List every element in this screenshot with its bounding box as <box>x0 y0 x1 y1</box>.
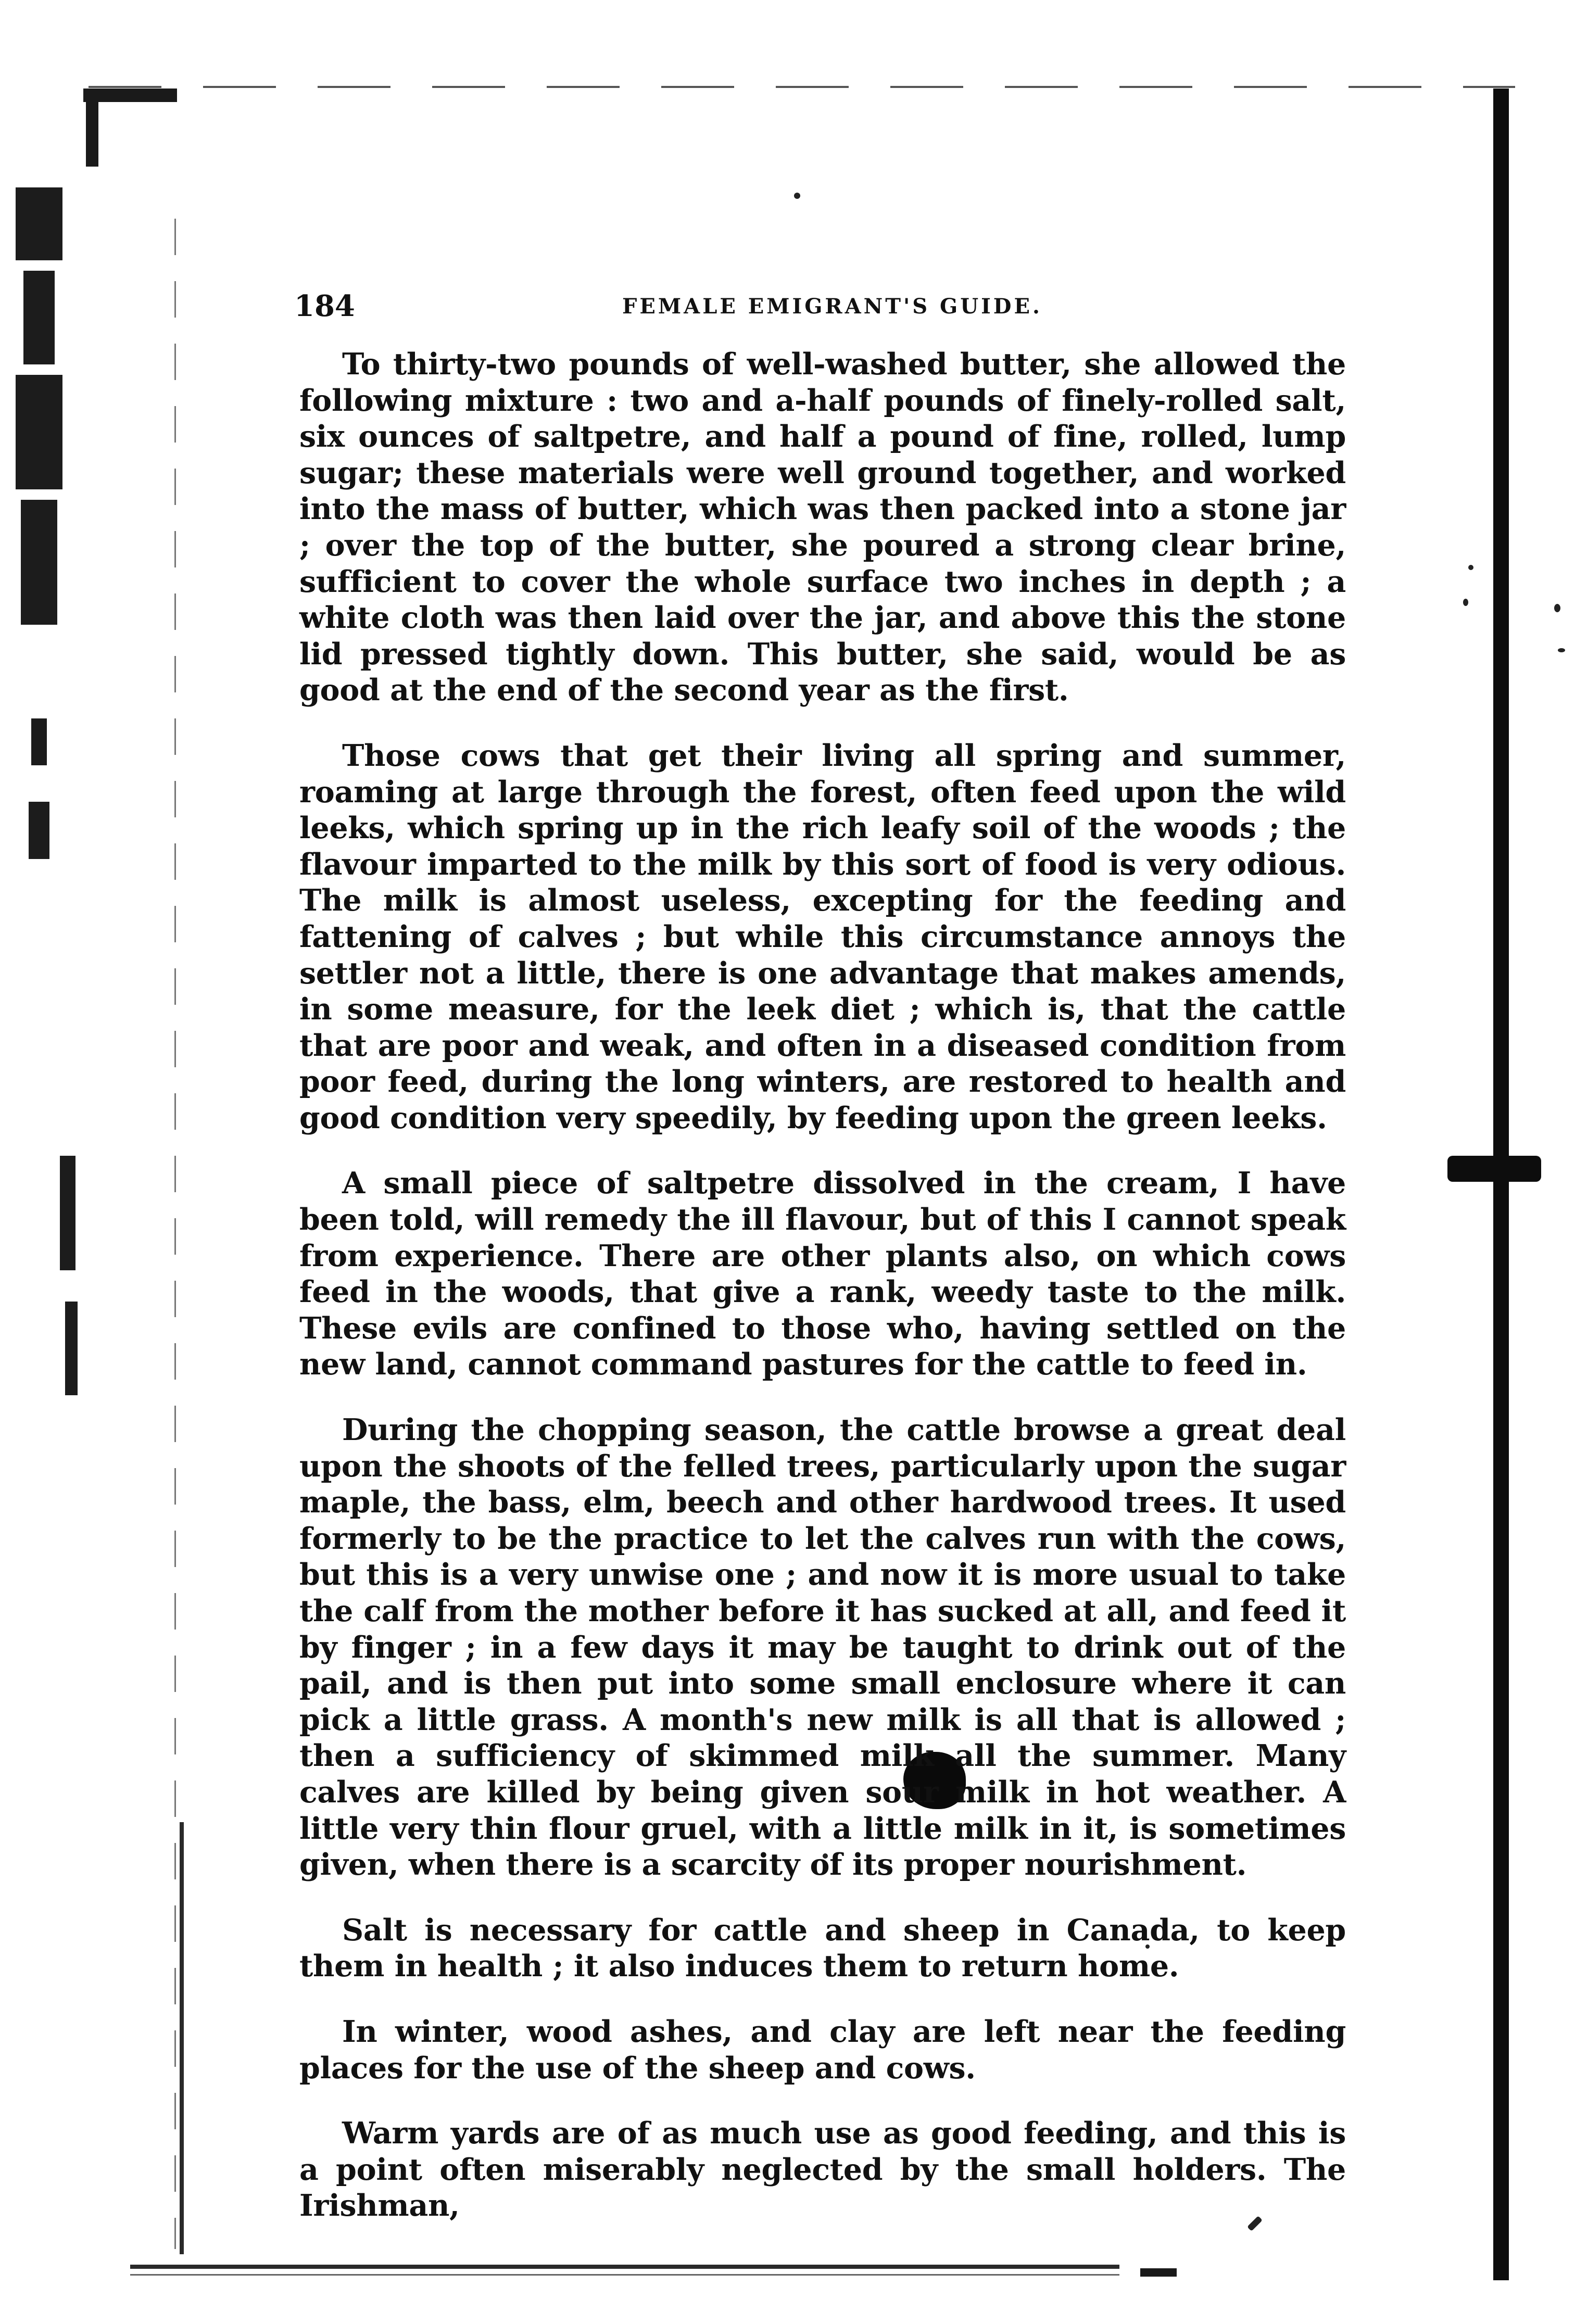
scan-corner-mark-vertical <box>86 94 98 167</box>
paragraph: To thirty-two pounds of well-washed butter, she allowed the following mixture : two and a-half pounds of finely-rolled salt, six ounces of saltpetre, and half a pound of fine, rolled, lump sugar; these materials were well ground together, and worked into the mass of butter, which was then packed into a stone jar ; over the top of the butter, she poured a strong clear brine, sufficient to cover the whole surface two inches in depth ; a white cloth was then laid over the jar, and above this the stone lid pressed tightly down. This butter, she said, would be as good at the end of the second year as the first. <box>299 347 1346 708</box>
ink-speck <box>794 193 800 199</box>
scan-bottom-rule <box>130 2265 1119 2269</box>
scan-left-lower-line <box>180 1822 184 2254</box>
scan-left-bleed <box>16 375 62 489</box>
paragraph: Salt is necessary for cattle and sheep in Canada, to keep them in health ; it also induces them to return home. <box>299 1912 1346 1984</box>
paragraph: A small piece of saltpetre dissolved in the cream, I have been told, will remedy the ill flavour, but of this I cannot speak from experience. There are other plants also, on which cows feed in the woods, that give a rank, weedy taste to the milk. These evils are confined to those who, having settled on the new land, cannot command pastures for the cattle to feed in. <box>299 1166 1346 1382</box>
scan-right-edge-bar <box>1493 89 1509 2280</box>
scan-top-rule <box>89 86 1515 88</box>
page-number: 184 <box>294 289 355 323</box>
scan-right-edge-tab <box>1447 1156 1541 1182</box>
paragraph: During the chopping season, the cattle browse a great deal upon the shoots of the felled trees, particularly upon the sugar maple, the bass, elm, beech and other hardwood trees. It used formerly to be the practice to let the calves run with the cows, but this is a very unwise one ; and now it is more usual to take the calf from the mother before it has sucked at all, and feed it by finger ; in a few days it may be taught to drink out of the pail, and is then put into some small enclosure where it can pick a little grass. A month's new milk is all that is allowed ; then a sufficiency of skimmed milk all the summer. Many calves are killed by being given sour milk in hot weather. A little very thin flour gruel, with a little milk in it, is sometimes given, when there is a scarcity of its proper nourishment. <box>299 1412 1346 1883</box>
scan-left-bleed <box>65 1302 78 1395</box>
scan-left-bleed <box>60 1156 75 1270</box>
scan-left-bleed <box>21 500 57 625</box>
scan-left-bleed <box>16 187 62 260</box>
scan-left-bleed <box>23 271 55 364</box>
ink-speck <box>1468 565 1473 570</box>
scan-bottom-dash <box>1140 2268 1177 2277</box>
ink-speck <box>1554 604 1560 612</box>
scan-left-bleed <box>29 802 49 859</box>
body-text <box>299 346 1346 2253</box>
running-title: FEMALE EMIGRANT'S GUIDE. <box>622 294 1042 319</box>
paragraph: Warm yards are of as much use as good feeding, and this is a point often miserably neglected by the small holders. The Irishman, <box>299 2116 1346 2224</box>
scan-left-bleed <box>31 718 47 765</box>
ink-speck <box>1558 648 1565 652</box>
running-header <box>294 285 1346 327</box>
paragraph: In winter, wood ashes, and clay are left near the feeding places for the use of the sheep and cows. <box>299 2014 1346 2086</box>
ink-speck <box>1463 599 1468 606</box>
scan-bottom-rule-thin <box>130 2274 1119 2276</box>
scan-left-margin-line <box>174 219 176 2249</box>
paragraph: Those cows that get their living all spring and summer, roaming at large through the forest, often feed upon the wild leeks, which spring up in the rich leafy soil of the woods ; the flavour imparted to the milk by this sort of food is very odious. The milk is almost useless, excepting for the feeding and fattening of calves ; but while this circumstance annoys the settler not a little, there is one advantage that makes amends, in some measure, for the leek diet ; which is, that the cattle that are poor and weak, and often in a diseased condition from poor feed, during the long winters, are restored to health and good condition very speedily, by feeding upon the green leeks. <box>299 738 1346 1135</box>
